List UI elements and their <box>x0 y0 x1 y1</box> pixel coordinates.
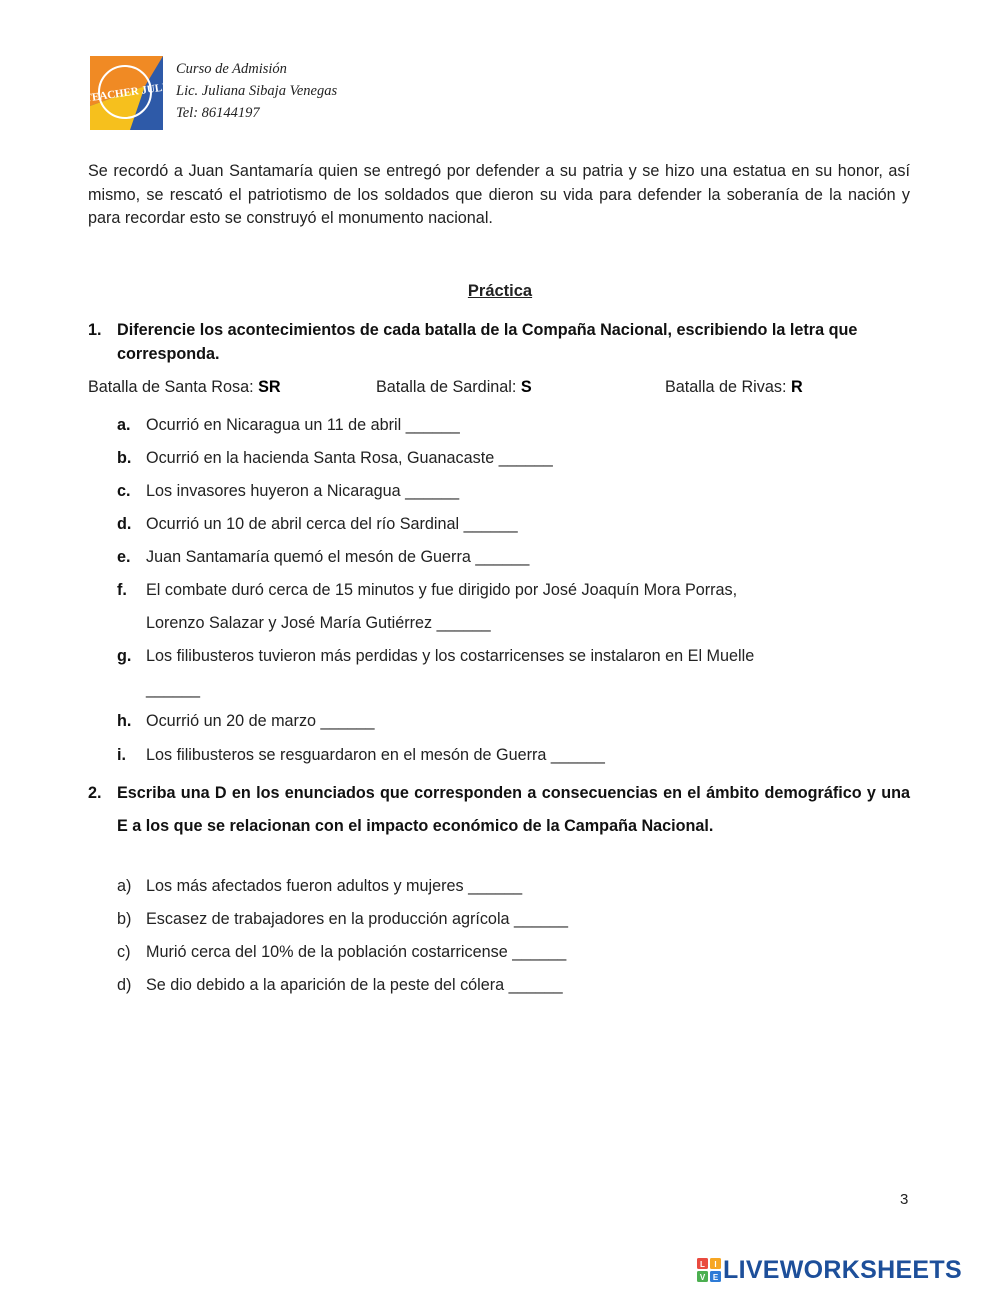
icon-letter: V <box>699 1273 706 1282</box>
teacher-juli-logo <box>84 56 168 130</box>
item-letter: i. <box>117 746 126 764</box>
icon-letter: L <box>700 1260 705 1269</box>
item-text[interactable]: Los invasores huyeron a Nicaragua ______ <box>146 482 460 500</box>
teacher-name: Lic. Juliana Sibaja Venegas <box>176 83 338 99</box>
q1-item-d <box>117 515 518 534</box>
item-letter: b. <box>117 449 132 467</box>
q1-item-h <box>117 712 375 731</box>
q2-item-a <box>117 877 522 896</box>
item-text[interactable]: Lorenzo Salazar y José María Gutiérrez ______ <box>146 614 491 632</box>
logo-graphic <box>84 56 168 130</box>
question-number: 1. <box>88 321 102 339</box>
q1-item-a <box>117 416 460 435</box>
item-letter: a) <box>117 877 132 895</box>
item-letter: g. <box>117 647 132 665</box>
item-text[interactable]: Murió cerca del 10% de la población costarricense ______ <box>146 943 567 961</box>
item-text[interactable]: Los más afectados fueron adultos y mujeres ______ <box>146 877 523 895</box>
section-title: Práctica <box>467 282 533 300</box>
item-letter: c. <box>117 482 131 500</box>
q1-item-b <box>117 449 553 468</box>
item-letter: e. <box>117 548 131 566</box>
item-text[interactable]: Ocurrió en Nicaragua un 11 de abril ______ <box>146 416 460 434</box>
item-letter: c) <box>117 943 131 961</box>
page-number: 3 <box>900 1191 909 1208</box>
q1-item-f <box>117 581 737 600</box>
liveworksheets-logo <box>697 1256 962 1284</box>
icon-letter: E <box>712 1273 719 1282</box>
question-1 <box>88 318 910 366</box>
brand-text: LIVEWORKSHEETS <box>723 1256 962 1284</box>
icon-letter: I <box>714 1260 717 1269</box>
question-text: Diferencie los acontecimientos de cada batalla de la Compaña Nacional, escribiendo la letra que corresponda. <box>117 321 858 363</box>
battle-legend-sardinal <box>376 378 532 397</box>
battle-label: Batalla de Rivas: <box>665 378 791 396</box>
question-2 <box>88 777 910 843</box>
q1-item-g <box>117 647 754 666</box>
course-name: Curso de Admisión <box>176 61 287 77</box>
item-letter: h. <box>117 712 132 730</box>
item-text[interactable]: Escasez de trabajadores en la producción agrícola ______ <box>146 910 569 928</box>
battle-legend-rivas <box>665 378 803 397</box>
battle-code: SR <box>258 378 281 396</box>
header-info <box>176 58 337 124</box>
item-letter: d) <box>117 976 132 994</box>
intro-paragraph: Se recordó a Juan Santamaría quien se entregó por defender a su patria y se hizo una estatua en su honor, así mismo, se rescató el patriotismo de los soldados que dieron su vida para defender la soberanía de la nación y para recordar esto se construyó el monumento nacional. <box>88 162 910 227</box>
battle-code: S <box>520 378 532 396</box>
item-text[interactable]: Los filibusteros se resguardaron en el mesón de Guerra ______ <box>146 746 605 764</box>
q1-item-f-cont <box>117 614 491 633</box>
item-text[interactable]: ______ <box>146 680 201 698</box>
item-text[interactable]: Ocurrió un 20 de marzo ______ <box>146 712 375 730</box>
battle-label: Batalla de Santa Rosa: <box>88 378 259 396</box>
item-text[interactable]: Ocurrió un 10 de abril cerca del río Sardinal ______ <box>146 515 518 533</box>
q1-item-e <box>117 548 529 567</box>
item-text[interactable]: Se dio debido a la aparición de la peste del cólera ______ <box>146 976 563 994</box>
phone: Tel: 86144197 <box>176 105 260 121</box>
q2-item-d <box>117 976 563 995</box>
item-letter: f. <box>117 581 127 599</box>
battle-label: Batalla de Sardinal: <box>376 378 521 396</box>
item-text: Los filibusteros tuvieron más perdidas y los costarricenses se instalaron en El Muelle <box>146 647 755 665</box>
q2-item-c <box>117 943 566 962</box>
q1-item-i <box>117 746 605 765</box>
question-number: 2. <box>88 784 102 802</box>
item-letter: b) <box>117 910 132 928</box>
q1-item-c <box>117 482 459 501</box>
q2-item-b <box>117 910 568 929</box>
question-text: Escriba una D en los enunciados que corresponden a consecuencias en el ámbito demográfico y una E a los que se relacionan con el impacto económico de la Campaña Nacional. <box>117 784 910 835</box>
battle-legend-santa-rosa <box>88 378 281 397</box>
battle-code: R <box>790 378 803 396</box>
q1-item-g-cont <box>117 680 200 699</box>
item-text[interactable]: Ocurrió en la hacienda Santa Rosa, Guanacaste ______ <box>146 449 553 467</box>
logo-text: TEACHER JULI <box>84 81 168 105</box>
item-letter: d. <box>117 515 132 533</box>
item-text[interactable]: Juan Santamaría quemó el mesón de Guerra ______ <box>146 548 530 566</box>
item-letter: a. <box>117 416 131 434</box>
item-text: El combate duró cerca de 15 minutos y fue dirigido por José Joaquín Mora Porras, <box>146 581 738 599</box>
liveworksheets-icon <box>697 1258 721 1282</box>
